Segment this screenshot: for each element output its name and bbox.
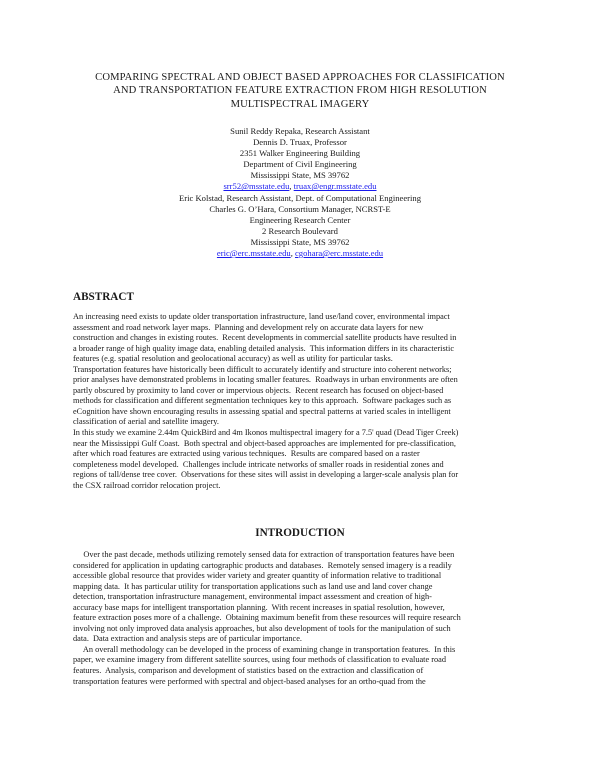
abstract-line: partly obscured by proximity to land cover or impervious objects. Recent research has focused on object-based — [73, 385, 444, 395]
abstract-line: regions of tall/dense tree cover. Observations for these sites will assist in developing a larger-scale analysis plan for — [73, 470, 459, 480]
abstract-line: construction and changes in existing routes. Recent developments in commercial satellite products have resulted in — [73, 333, 457, 343]
introduction-line: feature extraction poses more of a challenge. Obtaining maximum benefit from these resources will require research — [73, 613, 461, 623]
title-line: AND TRANSPORTATION FEATURE EXTRACTION FROM HIGH RESOLUTION — [113, 85, 487, 97]
abstract-text — [73, 312, 533, 491]
author-line: 2351 Walker Engineering Building — [239, 148, 361, 159]
abstract-line: prior analyses have demonstrated problems in locating smaller features. Roadways in urban environments are often — [73, 375, 458, 385]
abstract-line: assessment and road network layer maps. Planning and development rely on accurate data layers for new — [73, 322, 424, 332]
introduction-line: accessible global resource that provides wider variety and greater quantity of information relative to traditional — [73, 571, 442, 581]
author-line: 2 Research Boulevard — [262, 225, 338, 236]
author-line: Eric Kolstad, Research Assistant, Dept. of Computational Engineering — [178, 192, 421, 203]
email-link-ohara[interactable]: cgohara@erc.msstate.edu — [294, 248, 384, 259]
email-separator: , — [290, 248, 295, 259]
email-link-repaka[interactable]: srr52@msstate.edu — [223, 181, 290, 192]
introduction-line: paper, we examine imagery from different satellite sources, using four methods of classification to evaluate road — [73, 655, 446, 665]
author-line: Mississippi State, MS 39762 — [250, 236, 350, 247]
title-line: MULTISPECTRAL IMAGERY — [230, 98, 370, 110]
abstract-line: eCognition have shown encouraging results in assessing spatial and spectral patterns at varied scales in intelligent — [73, 406, 451, 416]
abstract-line: after which road features are extracted using various techniques. Results are compared based on a raster — [73, 449, 420, 459]
title-line: COMPARING SPECTRAL AND OBJECT BASED APPROACHES FOR CLASSIFICATION — [95, 72, 505, 83]
abstract-line: In this study we examine 2.44m QuickBird and 4m Ikonos multispectral imagery for a 7.5' quad (Dead Tiger Creek) — [73, 428, 459, 438]
abstract-line: the CSX railroad corridor relocation project. — [73, 480, 221, 490]
email-link-kolstad[interactable]: eric@erc.msstate.edu — [216, 248, 291, 259]
author-line: Department of Civil Engineering — [243, 159, 357, 170]
author-line: Mississippi State, MS 39762 — [250, 170, 350, 181]
email-line — [100, 248, 500, 259]
abstract-line: a broader range of high quality image data, enabling detailed analysis. This information differs in its characteristic — [73, 343, 454, 353]
author-line: Sunil Reddy Repaka, Research Assistant — [230, 126, 370, 136]
email-line — [100, 181, 500, 192]
abstract-line: features (e.g. spatial resolution and geolocational accuracy) as well as utility for particular tasks. — [73, 354, 393, 364]
introduction-line: considered for application in updating cartographic products and databases. Remotely sensed imagery is a readily — [73, 560, 452, 570]
abstract-line: An increasing need exists to update older transportation infrastructure, land use/land cover, environmental impact — [73, 312, 450, 321]
abstract-line: near the Mississippi Gulf Coast. Both spectral and object-based approaches are implemented for pre-classification, — [73, 438, 456, 448]
introduction-line: features. Analysis, comparison and development of statistics based on the extraction and classification of — [73, 666, 424, 676]
email-separator: , — [289, 181, 294, 192]
introduction-line: detection, transportation infrastructure management, environmental impact assessment and creation of high- — [73, 592, 432, 602]
abstract-line: classification of aerial and satellite imagery. — [73, 417, 219, 427]
abstract-line: methods for classification and different segmentation techniques key to this approach. Software packages such as — [73, 396, 452, 406]
paper-title — [60, 71, 540, 111]
email-link-truax[interactable]: truax@engr.msstate.edu — [293, 181, 377, 192]
introduction-line: mapping data. It has particular utility for transportation applications such as land use and land cover change — [73, 581, 433, 591]
introduction-text — [73, 550, 533, 687]
author-line: Dennis D. Truax, Professor — [253, 137, 347, 148]
introduction-line: An overall methodology can be developed in the process of examining change in transportation features. In this — [73, 644, 456, 654]
introduction-line: Over the past decade, methods utilizing remotely sensed data for extraction of transportation features have been — [73, 550, 455, 559]
author-line: Charles G. O’Hara, Consortium Manager, NCRST-E — [209, 203, 391, 214]
introduction-line: data. Data extraction and analysis steps are of particular importance. — [73, 634, 302, 644]
abstract-line: completeness model developed. Challenges include intricate networks of smaller roads in residential zones and — [73, 459, 444, 469]
introduction-line: transportation features were performed with spectral and object-based analyses for an ortho-quad from the — [73, 676, 426, 686]
introduction-heading: INTRODUCTION — [255, 527, 345, 539]
author-block — [100, 126, 500, 259]
abstract-heading: ABSTRACT — [73, 291, 134, 303]
abstract-line: Transportation features have historically been difficult to accurately identify and structure into coherent networks; — [73, 364, 452, 374]
introduction-line: involving not only improved data analysis approaches, but also development of tools for the manipulation of such — [73, 623, 451, 633]
author-line: Engineering Research Center — [249, 214, 351, 225]
introduction-line: accuracy base maps for intelligent transportation planning. With recent increases in spatial resolution, however, — [73, 602, 445, 612]
